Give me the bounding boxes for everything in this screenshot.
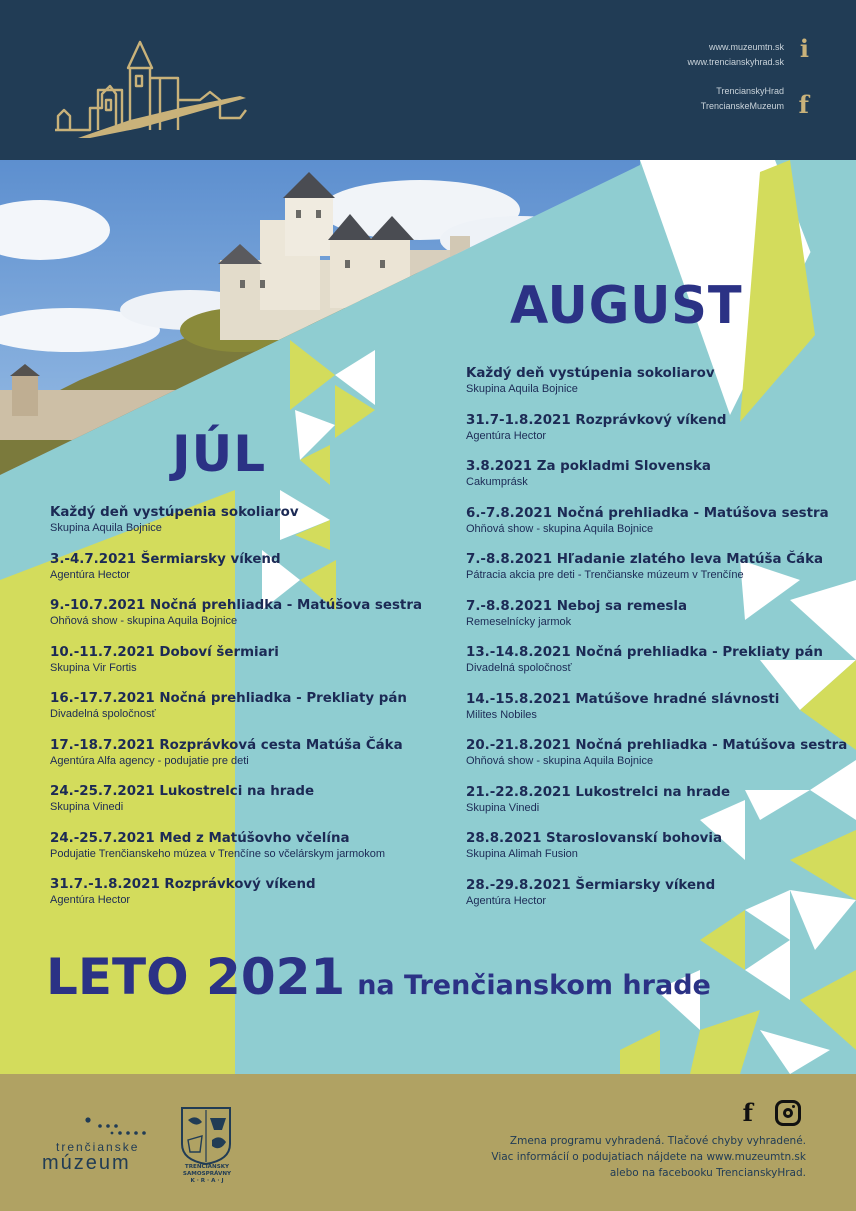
page-title: [46, 948, 711, 1006]
list-item: [466, 737, 846, 784]
info-icon: i: [799, 34, 809, 63]
event-title: 24.-25.7.2021 Med z Matúšovho včelína: [50, 830, 350, 846]
event-organizer: Ohňová show - skupina Aquila Bojnice: [50, 615, 238, 627]
event-title: 31.7-1.8.2021 Rozprávkový víkend: [466, 412, 727, 428]
event-title: 20.-21.8.2021 Nočná prehliadka - Matúšova sestra: [466, 738, 848, 753]
event-organizer: Agentúra Hector: [50, 894, 131, 906]
list-item: [50, 830, 450, 877]
july-events-list: [50, 504, 450, 923]
list-item: [466, 365, 846, 412]
event-organizer: Divadelná spoločnosť: [50, 708, 156, 720]
event-organizer: Milites Nobiles: [466, 708, 537, 721]
list-item: [50, 737, 450, 784]
event-organizer: Skupina Alimah Fusion: [466, 848, 578, 860]
list-item: [466, 830, 846, 877]
event-organizer: Ohňová show - skupina Aquila Bojnice: [466, 755, 654, 767]
event-organizer: Skupina Vir Fortis: [50, 661, 137, 674]
event-title: 7.-8.8.2021 Neboj sa remesla: [466, 598, 688, 614]
event-title: Každý deň vystúpenia sokoliarov: [50, 505, 299, 520]
list-item: [50, 551, 450, 598]
list-item: [466, 458, 846, 505]
event-title: 28.-29.8.2021 Šermiarsky víkend: [466, 877, 716, 893]
august-heading: AUGUST: [510, 276, 743, 336]
event-title: 3.8.2021 Za pokladmi Slovenska: [466, 459, 711, 474]
header-bar: [0, 0, 856, 160]
event-organizer: Remeselnícky jarmok: [466, 615, 572, 628]
event-organizer: Cakumprásk: [466, 476, 528, 488]
castle-website-link[interactable]: www.trencianskyhrad.sk: [687, 57, 784, 67]
region-crest-caption: TRENČIANSKY SAMOSPRÁVNY K · R · A · J: [182, 1164, 232, 1184]
list-item: [50, 876, 450, 923]
july-heading: JÚL: [172, 425, 267, 483]
event-organizer: Pátracia akcia pre deti - Trenčianske múzeum v Trenčíne: [466, 569, 744, 581]
footer-line: Zmena programu vyhradená. Tlačové chyby vyhradené.: [509, 1135, 806, 1147]
list-item: [50, 690, 450, 737]
list-item: [466, 551, 846, 598]
museum-logo-small-text: trenčianske: [56, 1140, 140, 1154]
footer-line: Viac informácií o podujatiach nájdete na www.muzeumtn.sk: [491, 1151, 806, 1163]
event-organizer: Agentúra Hector: [50, 568, 131, 581]
castle-logo-icon: [50, 38, 250, 138]
event-organizer: Agentúra Hector: [466, 429, 547, 442]
list-item: [466, 505, 846, 552]
event-organizer: Agentúra Hector: [466, 894, 547, 907]
event-organizer: Skupina Vinedi: [50, 801, 124, 813]
event-title: Každý deň vystúpenia sokoliarov: [466, 366, 715, 381]
event-organizer: Skupina Aquila Bojnice: [466, 383, 578, 395]
title-sub: na Trenčianskom hrade: [357, 970, 711, 1001]
event-title: 10.-11.7.2021 Doboví šermiari: [50, 644, 279, 660]
event-title: 16.-17.7.2021 Nočná prehliadka - Prekliaty pán: [50, 691, 407, 706]
museum-website-link[interactable]: www.muzeumtn.sk: [708, 42, 784, 52]
event-title: 21.-22.8.2021 Lukostrelci na hrade: [466, 784, 731, 800]
august-events-list: [466, 365, 846, 923]
facebook-icon[interactable]: f: [742, 1098, 753, 1127]
event-organizer: Skupina Aquila Bojnice: [50, 522, 162, 534]
event-organizer: Podujatie Trenčianskeho múzea v Trenčíne so včelárskym jarmokom: [50, 847, 386, 860]
title-main: LETO 2021: [46, 948, 346, 1006]
museum-logo-text: múzeum: [42, 1152, 131, 1174]
list-item: [466, 877, 846, 924]
list-item: [466, 691, 846, 738]
instagram-icon[interactable]: [775, 1100, 801, 1126]
list-item: [50, 504, 450, 551]
list-item: [466, 784, 846, 831]
footer-line: alebo na facebooku TrencianskyHrad.: [609, 1167, 806, 1179]
facebook-castle-handle[interactable]: TrencianskyHrad: [716, 86, 784, 96]
event-title: 14.-15.8.2021 Matúšove hradné slávnosti: [466, 691, 780, 707]
event-organizer: Skupina Vinedi: [466, 801, 540, 814]
event-title: 13.-14.8.2021 Nočná prehliadka - Prekliaty pán: [466, 645, 823, 660]
list-item: [466, 644, 846, 691]
event-title: 28.8.2021 Staroslovanskí bohovia: [466, 831, 722, 846]
list-item: [50, 783, 450, 830]
list-item: [50, 644, 450, 691]
facebook-museum-handle[interactable]: TrencianskeMuzeum: [700, 101, 784, 111]
facebook-icon: f: [798, 90, 809, 119]
event-title: 9.-10.7.2021 Nočná prehliadka - Matúšova sestra: [50, 598, 422, 613]
event-organizer: Divadelná spoločnosť: [466, 662, 572, 674]
list-item: [466, 412, 846, 459]
event-title: 24.-25.7.2021 Lukostrelci na hrade: [50, 784, 315, 799]
list-item: [466, 598, 846, 645]
list-item: [50, 597, 450, 644]
event-title: 6.-7.8.2021 Nočná prehliadka - Matúšova sestra: [466, 505, 829, 521]
event-title: 17.-18.7.2021 Rozprávková cesta Matúša Čáka: [50, 737, 403, 753]
event-organizer: Agentúra Alfa agency - podujatie pre deti: [50, 754, 249, 767]
header-contacts: [687, 40, 784, 114]
event-title: 31.7.-1.8.2021 Rozprávkový víkend: [50, 877, 316, 892]
footer-notice: [491, 1133, 806, 1181]
event-organizer: Ohňová show - skupina Aquila Bojnice: [466, 522, 654, 535]
event-title: 7.-8.8.2021 Hľadanie zlatého leva Matúša Čáka: [466, 552, 824, 567]
event-title: 3.-4.7.2021 Šermiarsky víkend: [50, 551, 281, 567]
